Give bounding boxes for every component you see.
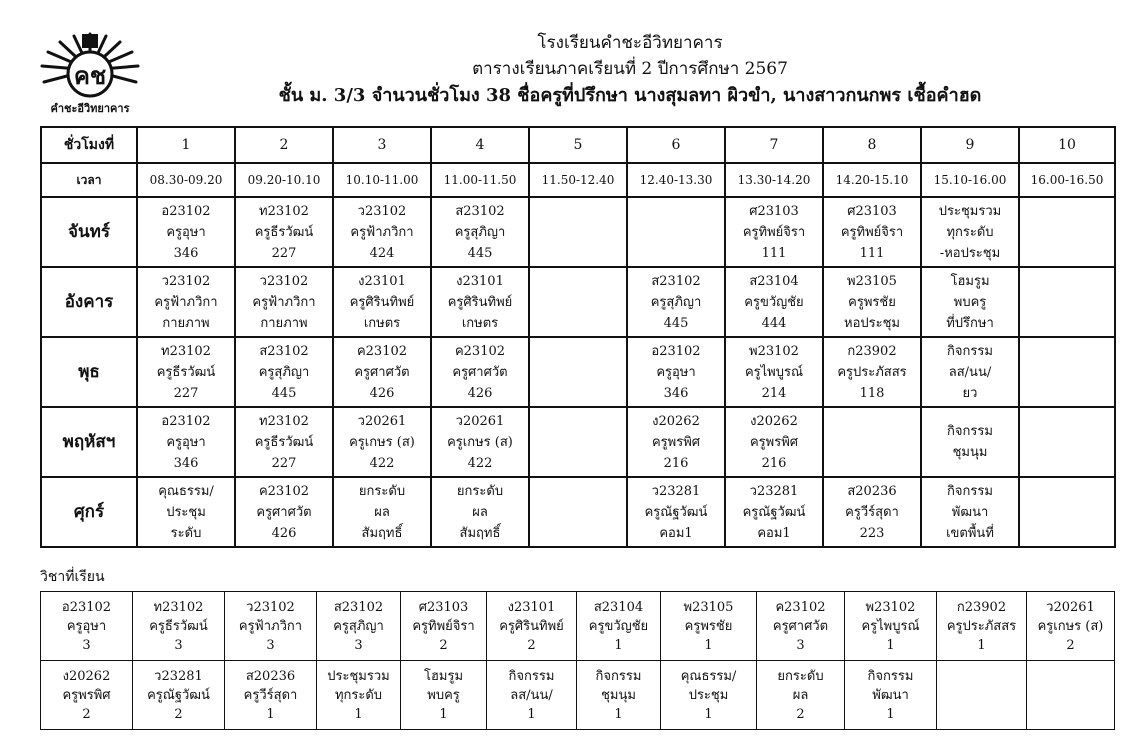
cell-line: ส23104 [749, 273, 799, 289]
period-number: 5 [529, 127, 627, 163]
cell-line: 424 [369, 245, 395, 261]
subject-cell [401, 661, 487, 730]
school-name: โรงเรียนคำชะอีวิทยาคาร [537, 33, 723, 53]
timetable-cell [137, 267, 235, 337]
subject-cell [41, 661, 133, 730]
timetable-cell [431, 267, 529, 337]
timetable-cell [725, 407, 823, 477]
cell-line: 1 [439, 706, 448, 722]
cell-line: 216 [761, 455, 787, 471]
cell-line: ครูธีรวัฒน์ [254, 224, 314, 240]
logo-emblem: คช [73, 62, 107, 90]
cell-line: ครูทิพย์จิรา [742, 224, 806, 240]
cell-line: กายภาพ [260, 315, 308, 331]
cell-line: 111 [761, 245, 787, 261]
timetable-cell [235, 477, 333, 547]
cell-line: ว23281 [651, 483, 701, 499]
cell-line: 2 [439, 637, 448, 653]
cell-line: ประชุม [166, 504, 206, 520]
cell-line: 1 [354, 706, 363, 722]
cell-line: -หอประชุม [939, 245, 1001, 261]
cell-line: ระดับ [170, 525, 202, 541]
cell-line: ครูณัฐวัฒน์ [644, 504, 708, 520]
timetable-cell [725, 337, 823, 407]
day-label: อังคาร [41, 267, 137, 337]
timetable-cell [529, 197, 627, 267]
cell-line: ครูอุษา [66, 618, 107, 634]
timetable-cell [235, 407, 333, 477]
cell-line: พบครู [427, 687, 460, 703]
subject-cell [1027, 592, 1115, 661]
cell-line: ว20261 [455, 413, 505, 429]
cell-line: ครูสุภิญา [650, 294, 702, 310]
cell-line: เกษตร [461, 315, 499, 331]
time-slot: 15.10-16.00 [921, 163, 1019, 197]
cell-line: ว20261 [1046, 599, 1095, 615]
subject-cell [487, 661, 577, 730]
cell-line: ครูขวัญชัย [744, 294, 804, 310]
cell-line: คอม1 [757, 525, 791, 541]
cell-line: 1 [704, 637, 713, 653]
period-number: 2 [235, 127, 333, 163]
cell-line: 426 [467, 385, 493, 401]
cell-line: ส23102 [651, 273, 701, 289]
timetable-cell [333, 267, 431, 337]
cell-line: ก23902 [847, 343, 897, 359]
cell-line: 3 [82, 637, 91, 653]
time-slot: 14.20-15.10 [823, 163, 921, 197]
timetable-cell [137, 337, 235, 407]
timetable-cell [921, 407, 1019, 477]
cell-line: ครูพรชัย [848, 294, 896, 310]
cell-line: ครูศิรินทิพย์ [447, 294, 513, 310]
cell-line: 346 [173, 245, 199, 261]
timetable-cell [431, 477, 529, 547]
cell-line: หอประชุม [844, 315, 900, 331]
period-label: ชั่วโมงที่ [41, 127, 137, 163]
cell-line: ครูศิรินทิพย์ [499, 618, 564, 634]
cell-line: ศ23103 [847, 203, 897, 219]
subject-cell [845, 592, 937, 661]
cell-line: ครูอุษา [656, 364, 696, 380]
cell-line: ครูอุษา [166, 224, 206, 240]
cell-line: ทุกระดับ [946, 224, 994, 240]
subjects-table [40, 591, 1115, 730]
cell-line: 2 [174, 706, 183, 722]
cell-line: 1 [614, 706, 623, 722]
school-logo [36, 28, 144, 118]
timetable-cell [823, 267, 921, 337]
cell-line: 422 [369, 455, 395, 471]
cell-line: 1 [527, 706, 536, 722]
cell-line: 223 [859, 525, 885, 541]
timetable-cell [627, 267, 725, 337]
cell-line: 3 [174, 637, 183, 653]
subjects-row [41, 661, 1115, 730]
cell-line: ครูณัฐวัฒน์ [147, 687, 210, 703]
cell-line: 445 [663, 315, 689, 331]
day-row [41, 197, 1115, 267]
cell-line: ครูธีรวัฒน์ [149, 618, 208, 634]
subject-cell [937, 661, 1027, 730]
cell-line: 422 [467, 455, 493, 471]
cell-line: พ23102 [865, 599, 916, 615]
subject-cell [1027, 661, 1115, 730]
cell-line: ประชุมรวม [327, 668, 390, 684]
period-number: 7 [725, 127, 823, 163]
cell-line: 346 [173, 455, 199, 471]
cell-line: โฮมรูม [423, 668, 464, 684]
cell-line: ยกระดับ [456, 483, 504, 499]
cell-line: ครูเกษร (ส) [1037, 618, 1104, 634]
cell-line: 1 [886, 706, 895, 722]
day-row [41, 337, 1115, 407]
subject-cell [661, 661, 757, 730]
cell-line: ครูวีร์สุดา [845, 504, 899, 520]
cell-line: อ23102 [651, 343, 701, 359]
cell-line: 1 [704, 706, 713, 722]
cell-line: 346 [663, 385, 689, 401]
cell-line: กิจกรรม [947, 343, 993, 359]
cell-line: ประชุม [688, 687, 729, 703]
subject-cell [757, 661, 845, 730]
timetable-cell [921, 197, 1019, 267]
cell-line: กิจกรรม [595, 668, 642, 684]
subject-cell [757, 592, 845, 661]
cell-line: ยกระดับ [777, 668, 824, 684]
timetable-cell [627, 337, 725, 407]
cell-line: อ23102 [61, 599, 112, 615]
timetable-cell [1019, 337, 1115, 407]
timetable-cell [431, 337, 529, 407]
cell-line: ครูทิพย์จิรา [840, 224, 904, 240]
cell-line: ชุมนุม [601, 687, 636, 703]
cell-line: พัฒนา [872, 687, 909, 703]
time-slot: 16.00-16.50 [1019, 163, 1115, 197]
cell-line: คุณธรรม/ [680, 668, 737, 684]
cell-line: ครูไพบูรณ์ [861, 618, 920, 634]
cell-line: ประชุมรวม [938, 203, 1002, 219]
timetable-cell [627, 407, 725, 477]
cell-line: 426 [369, 385, 395, 401]
cell-line: พบครู [953, 294, 987, 310]
cell-line: ครูธีรวัฒน์ [254, 434, 314, 450]
cell-line: ค23102 [454, 343, 506, 359]
cell-line: ง20262 [62, 668, 111, 684]
cell-line: ง23101 [456, 273, 504, 289]
cell-line: ครูศาศวัต [256, 504, 312, 520]
timetable-cell [823, 197, 921, 267]
cell-line: ครูเกษร (ส) [447, 434, 513, 450]
cell-line: ครูธีรวัฒน์ [156, 364, 216, 380]
cell-line: ท23102 [259, 203, 309, 219]
cell-line: ส23104 [593, 599, 644, 615]
cell-line: ครูฟ้าภวิกา [350, 224, 414, 240]
cell-line: ส23102 [455, 203, 505, 219]
subject-cell [577, 661, 661, 730]
cell-line: 227 [271, 245, 297, 261]
subject-cell [845, 661, 937, 730]
cell-line: ครูศาศวัต [772, 618, 829, 634]
timetable-cell [333, 477, 431, 547]
cell-line: คอม1 [659, 525, 693, 541]
time-row [41, 163, 1115, 197]
cell-line: 445 [271, 385, 297, 401]
cell-line: 426 [271, 525, 297, 541]
cell-line: ง20262 [750, 413, 798, 429]
cell-line: ที่ปรึกษา [946, 315, 994, 331]
cell-line: ครูสุภิญา [454, 224, 506, 240]
cell-line: ครูอุษา [166, 434, 206, 450]
cell-line: ว23281 [154, 668, 203, 684]
cell-line: ท23102 [259, 413, 309, 429]
period-header-row [41, 127, 1115, 163]
timetable-cell [137, 197, 235, 267]
subject-cell [661, 592, 757, 661]
time-slot: 09.20-10.10 [235, 163, 333, 197]
cell-line: ครูทิพย์จิรา [412, 618, 475, 634]
day-row [41, 477, 1115, 547]
subject-cell [317, 592, 401, 661]
cell-line: ครูพรพิศ [651, 434, 701, 450]
cell-line: ครูประภัสสร [837, 364, 907, 380]
subject-cell [401, 592, 487, 661]
cell-line: ครูขวัญชัย [588, 618, 649, 634]
cell-line: ว23102 [161, 273, 211, 289]
day-label: พุธ [41, 337, 137, 407]
cell-line: 1 [266, 706, 275, 722]
timetable-cell [823, 477, 921, 547]
timetable-cell [333, 337, 431, 407]
cell-line: 1 [886, 637, 895, 653]
timetable [40, 126, 1116, 548]
cell-line: ค23102 [775, 599, 826, 615]
subject-cell [133, 661, 225, 730]
timetable-cell [529, 337, 627, 407]
cell-line: ก23902 [956, 599, 1007, 615]
document-header [150, 30, 1110, 110]
cell-line: 3 [266, 637, 275, 653]
subject-cell [487, 592, 577, 661]
cell-line: 444 [761, 315, 787, 331]
timetable-cell [431, 197, 529, 267]
timetable-cell [529, 477, 627, 547]
cell-line: ผล [374, 504, 390, 520]
period-number: 1 [137, 127, 235, 163]
day-row [41, 407, 1115, 477]
cell-line: ท23102 [153, 599, 204, 615]
cell-line: ครูศาศวัต [452, 364, 508, 380]
timetable-cell [333, 197, 431, 267]
timetable-cell [627, 197, 725, 267]
cell-line: 227 [173, 385, 199, 401]
time-label: เวลา [41, 163, 137, 197]
cell-line: โฮมรูม [950, 273, 990, 289]
cell-line: ทุกระดับ [334, 687, 383, 703]
period-number: 10 [1019, 127, 1115, 163]
cell-line: 2 [1066, 637, 1075, 653]
cell-line: คุณธรรม/ [158, 483, 214, 499]
time-slot: 12.40-13.30 [627, 163, 725, 197]
cell-line: 111 [859, 245, 885, 261]
cell-line: ครูไพบูรณ์ [744, 364, 804, 380]
day-label: จันทร์ [41, 197, 137, 267]
cell-line: ท23102 [161, 343, 211, 359]
cell-line: กิจกรรม [947, 424, 993, 439]
cell-line: ส23102 [259, 343, 309, 359]
time-slot: 10.10-11.00 [333, 163, 431, 197]
subject-cell [937, 592, 1027, 661]
timetable-cell [921, 267, 1019, 337]
cell-line: 3 [354, 637, 363, 653]
cell-line: 1 [977, 637, 986, 653]
cell-line: พ23105 [683, 599, 734, 615]
cell-line: ผล [792, 687, 809, 703]
cell-line: 2 [796, 706, 805, 722]
cell-line: ครูณัฐวัฒน์ [742, 504, 806, 520]
cell-line: ครูพรชัย [684, 618, 733, 634]
cell-line: ง20262 [652, 413, 700, 429]
timetable-cell [1019, 267, 1115, 337]
cell-line: ครูประภัสสร [946, 618, 1017, 634]
timetable-cell [431, 407, 529, 477]
subject-cell [317, 661, 401, 730]
cell-line: สัมฤทธิ์ [459, 525, 501, 541]
cell-line: กิจกรรม [947, 483, 993, 499]
timetable-cell [725, 477, 823, 547]
cell-line: ครูศิรินทิพย์ [349, 294, 415, 310]
cell-line: กิจกรรม [508, 668, 555, 684]
cell-line: ศ23103 [418, 599, 469, 615]
cell-line: 3 [796, 637, 805, 653]
cell-line: อ23102 [161, 203, 211, 219]
subjects-row [41, 592, 1115, 661]
timetable-cell [529, 407, 627, 477]
subjects-title: วิชาที่เรียน [40, 569, 105, 585]
period-number: 9 [921, 127, 1019, 163]
cell-line: ว20261 [357, 413, 407, 429]
term-title: ตารางเรียนภาคเรียนที่ 2 ปีการศึกษา 2567 [472, 59, 788, 79]
cell-line: สัมฤทธิ์ [361, 525, 403, 541]
cell-line: ส20236 [847, 483, 897, 499]
cell-line: ครูฟ้าภวิกา [252, 294, 316, 310]
time-slot: 13.30-14.20 [725, 163, 823, 197]
cell-line: ง23101 [507, 599, 556, 615]
cell-line: 2 [527, 637, 536, 653]
timetable-cell [333, 407, 431, 477]
timetable-cell [137, 477, 235, 547]
cell-line: ว23102 [357, 203, 407, 219]
cell-line: ครูฟ้าภวิกา [238, 618, 303, 634]
day-label: พฤหัสฯ [41, 407, 137, 477]
cell-line: ลส/นน/ [948, 364, 992, 380]
cell-line: ครูสุภิญา [333, 618, 384, 634]
logo-arc-text: คำชะอีวิทยาคาร [50, 102, 130, 115]
cell-line: ครูฟ้าภวิกา [154, 294, 218, 310]
cell-line: เกษตร [363, 315, 401, 331]
timetable-cell [823, 407, 921, 477]
cell-line: ยว [962, 385, 978, 401]
cell-line: ครูวีร์สุดา [243, 687, 298, 703]
timetable-cell [627, 477, 725, 547]
cell-line: ครูศาศวัต [354, 364, 410, 380]
timetable-cell [235, 267, 333, 337]
cell-line: ว23102 [246, 599, 295, 615]
cell-line: ว23281 [749, 483, 799, 499]
subject-cell [225, 592, 317, 661]
subject-cell [41, 592, 133, 661]
cell-line: ชุมนุม [952, 445, 988, 460]
timetable-cell [823, 337, 921, 407]
cell-line: อ23102 [161, 413, 211, 429]
cell-line: 118 [859, 385, 885, 401]
cell-line: เขตพื้นที่ [946, 525, 994, 541]
period-number: 8 [823, 127, 921, 163]
timetable-cell [1019, 197, 1115, 267]
timetable-cell [1019, 407, 1115, 477]
cell-line: ผล [472, 504, 488, 520]
cell-line: 227 [271, 455, 297, 471]
timetable-cell [725, 267, 823, 337]
cell-line: ครูพรพิศ [749, 434, 799, 450]
cell-line: ครูพรพิศ [62, 687, 111, 703]
timetable-cell [921, 337, 1019, 407]
time-slot: 11.50-12.40 [529, 163, 627, 197]
day-label: ศุกร์ [41, 477, 137, 547]
timetable-cell [529, 267, 627, 337]
cell-line: ว23102 [259, 273, 309, 289]
period-number: 3 [333, 127, 431, 163]
time-slot: 11.00-11.50 [431, 163, 529, 197]
cell-line: กายภาพ [162, 315, 210, 331]
cell-line: พัฒนา [951, 504, 989, 520]
subject-cell [225, 661, 317, 730]
cell-line: 216 [663, 455, 689, 471]
cell-line: ส23102 [333, 599, 384, 615]
cell-line: 214 [761, 385, 787, 401]
cell-line: 445 [467, 245, 493, 261]
class-info: ชั้น ม. 3/3 จำนวนชั่วโมง 38 ชื่อครูที่ปรึกษา นางสุมลทา ผิวขำ, นางสาวกนกพร เชื้อคำฮด [278, 85, 982, 106]
period-number: 4 [431, 127, 529, 163]
subject-cell [577, 592, 661, 661]
time-slot: 08.30-09.20 [137, 163, 235, 197]
period-number: 6 [627, 127, 725, 163]
cell-line: พ23102 [749, 343, 799, 359]
cell-line: 2 [82, 706, 91, 722]
cell-line: กิจกรรม [867, 668, 914, 684]
cell-line: ง23101 [358, 273, 406, 289]
subject-cell [133, 592, 225, 661]
cell-line: ลส/นน/ [510, 687, 553, 703]
cell-line: ค23102 [356, 343, 408, 359]
cell-line: พ23105 [847, 273, 897, 289]
timetable-cell [235, 337, 333, 407]
cell-line: ครูเกษร (ส) [349, 434, 415, 450]
cell-line: 1 [614, 637, 623, 653]
day-row [41, 267, 1115, 337]
cell-line: ส20236 [245, 668, 296, 684]
cell-line: ค23102 [258, 483, 310, 499]
timetable-cell [921, 477, 1019, 547]
timetable-cell [1019, 477, 1115, 547]
timetable-cell [725, 197, 823, 267]
cell-line: ศ23103 [749, 203, 799, 219]
timetable-cell [235, 197, 333, 267]
timetable-cell [137, 407, 235, 477]
cell-line: ครูสุภิญา [258, 364, 310, 380]
cell-line: ยกระดับ [358, 483, 406, 499]
